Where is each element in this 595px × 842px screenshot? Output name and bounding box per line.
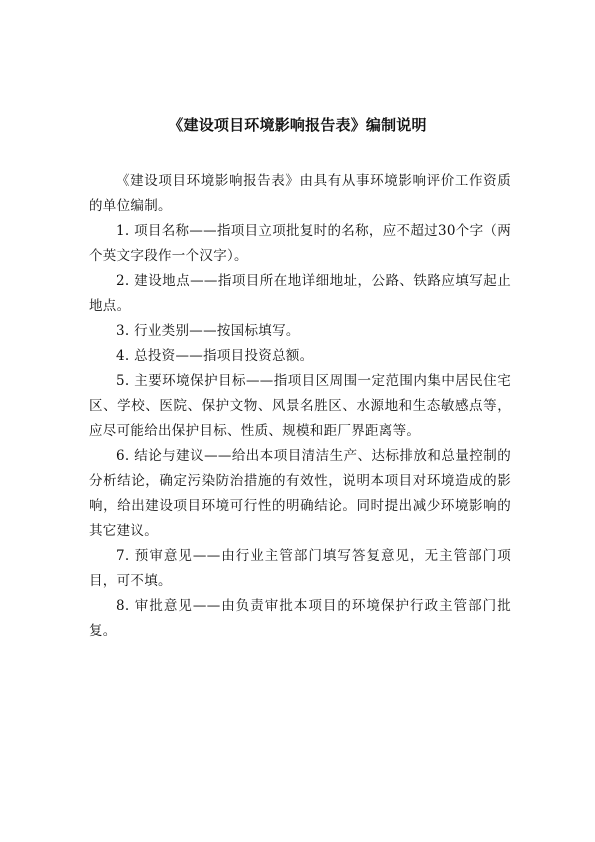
- document-title: 《建设项目环境影响报告表》编制说明: [168, 116, 427, 134]
- paragraph-item-6-conclusion: 6. 结论与建议——给出本项目清洁生产、达标排放和总量控制的分析结论，确定污染防治措施的有效性，说明本项目对环境造成的影响，给出建设项目环境可行性的明确结论。同时提出减少环境影响的其它建议。: [89, 448, 511, 539]
- paragraph-item-4-investment: 4. 总投资——指项目投资总额。: [116, 348, 314, 364]
- paragraph-item-7-pre-review: 7. 预审意见——由行业主管部门填写答复意见，无主管部门项目，可不填。: [89, 548, 511, 589]
- paragraph-item-8-approval: 8. 审批意见——由负责审批本项目的环境保护行政主管部门批复。: [89, 598, 511, 639]
- paragraph-item-3-industry: 3. 行业类别——按国标填写。: [116, 323, 300, 339]
- paragraph-intro: 《建设项目环境影响报告表》由具有从事环境影响评价工作资质的单位编制。: [89, 173, 511, 214]
- paragraph-item-1-project-name: 1. 项目名称——指项目立项批复时的名称，应不超过30个字（两个英文字段作一个汉字）。: [89, 223, 511, 264]
- paragraph-item-2-location: 2. 建设地点——指项目所在地详细地址，公路、铁路应填写起止地点。: [89, 273, 511, 314]
- paragraph-item-5-protection-targets: 5. 主要环境保护目标——指项目区周围一定范围内集中居民住宅区、学校、医院、保护文物、风景名胜区、水源地和生态敏感点等，应尽可能给出保护目标、性质、规模和距厂界距离等。: [89, 373, 511, 439]
- document-body: [89, 169, 511, 644]
